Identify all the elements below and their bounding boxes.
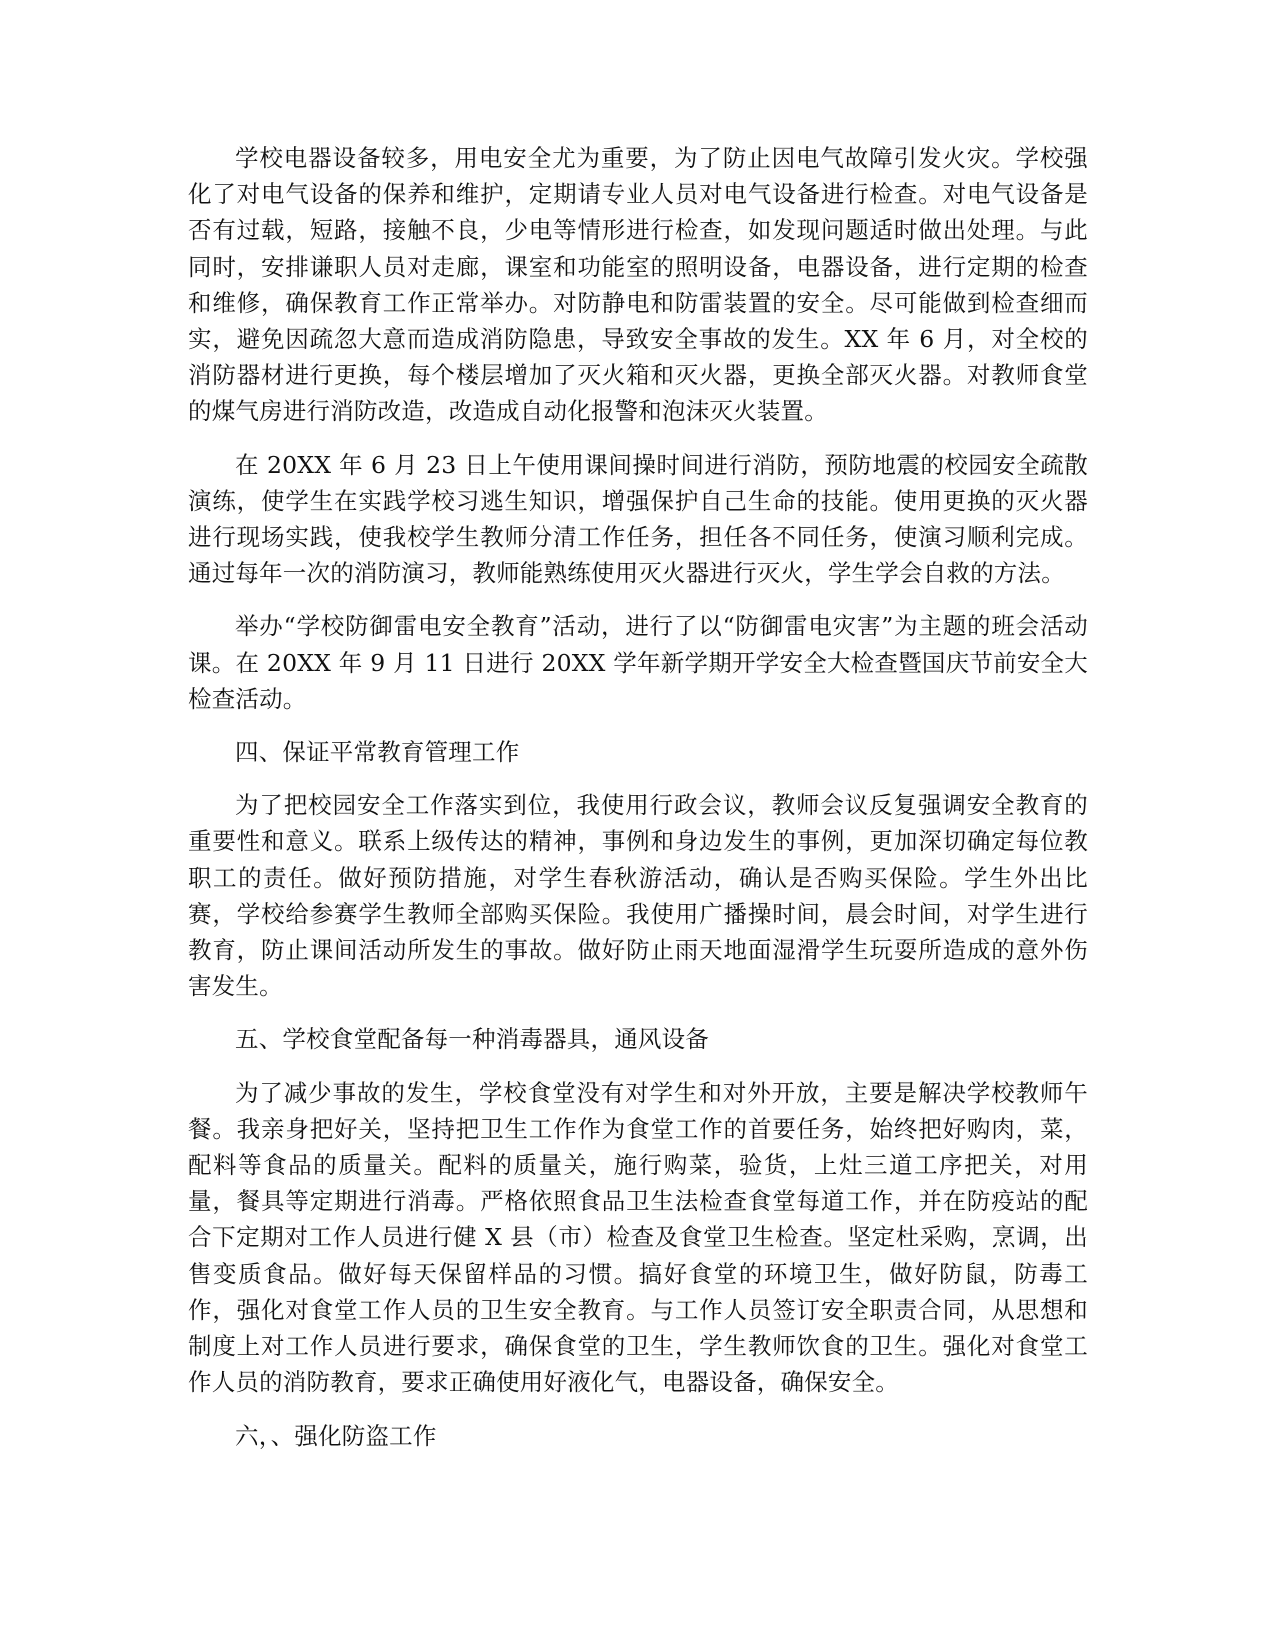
paragraph-evacuation-drill: 在 20XX 年 6 月 23 日上午使用课间操时间进行消防，预防地震的校园安全疏散演练，使学生在实践学校习逃生知识，增强保护自己生命的技能。使用更换的灭火器进行现场实践，使我校学生教师分清工作任务，担任各不同任务，使演习顺利完成。通过每年一次的消防演习，教师能熟练使用灭火器进行灭火，学生学会自救的方法。 <box>188 450 1088 588</box>
paragraph-lightning-education: 举办“学校防御雷电安全教育”活动，进行了以“防御雷电灾害”为主题的班会活动课。在 20XX 年 9 月 11 日进行 20XX 学年新学期开学安全大检查暨国庆节前安全大检查活动。 <box>188 612 1088 713</box>
paragraph-daily-management: 为了把校园安全工作落实到位，我使用行政会议，教师会议反复强调安全教育的重要性和意义。联系上级传达的精神，事例和身边发生的事例，更加深切确定每位教职工的责任。做好预防措施，对学生春秋游活动，确认是否购买保险。学生外出比赛，学校给参赛学生教师全部购买保险。我使用广播操时间，晨会时间，对学生进行教育，防止课间活动所发生的事故。做好防止雨天地面湿滑学生玩耍所造成的意外伤害发生。 <box>188 791 1088 1001</box>
section-heading-4: 四、保证平常教育管理工作 <box>235 738 520 767</box>
paragraph-canteen-safety: 为了减少事故的发生，学校食堂没有对学生和对外开放，主要是解决学校教师午餐。我亲身把好关，坚持把卫生工作作为食堂工作的首要任务，始终把好购肉，菜，配料等食品的质量关。配料的质量关，施行购菜，验货，上灶三道工序把关，对用量，餐具等定期进行消毒。严格依照食品卫生法检查食堂每道工作，并在防疫站的配合下定期对工作人员进行健 X 县（市）检查及食堂卫生检查。坚定杜采购，烹调，出售变质食品。做好每天保留样品的习惯。搞好食堂的环境卫生，做好防鼠，防毒工作，强化对食堂工作人员的卫生安全教育。与工作人员签订安全职责合同，从思想和制度上对工作人员进行要求，确保食堂的卫生，学生教师饮食的卫生。强化对食堂工作人员的消防教育，要求正确使用好液化气，电器设备，确保安全。 <box>188 1078 1088 1397</box>
paragraph-electrical-safety: 学校电器设备较多，用电安全尤为重要，为了防止因电气故障引发火灾。学校强化了对电气设备的保养和维护，定期请专业人员对电气设备进行检查。对电气设备是否有过载，短路，接触不良，少电等情形进行检查，如发现问题适时做出处理。与此同时，安排谦职人员对走廊，课室和功能室的照明设备，电器设备，进行定期的检查和维修，确保教育工作正常举办。对防静电和防雷装置的安全。尽可能做到检查细而实，避免因疏忽大意而造成消防隐患，导致安全事故的发生。XX 年 6 月，对全校的消防器材进行更换，每个楼层增加了灭火箱和灭火器，更换全部灭火器。对教师食堂的煤气房进行消防改造，改造成自动化报警和泡沫灭火装置。 <box>188 144 1088 426</box>
document-body <box>188 140 1088 1471</box>
section-heading-6: 六，、强化防盗工作 <box>235 1421 437 1450</box>
section-heading-5: 五、学校食堂配备每一种消毒器具，通风设备 <box>235 1025 709 1054</box>
